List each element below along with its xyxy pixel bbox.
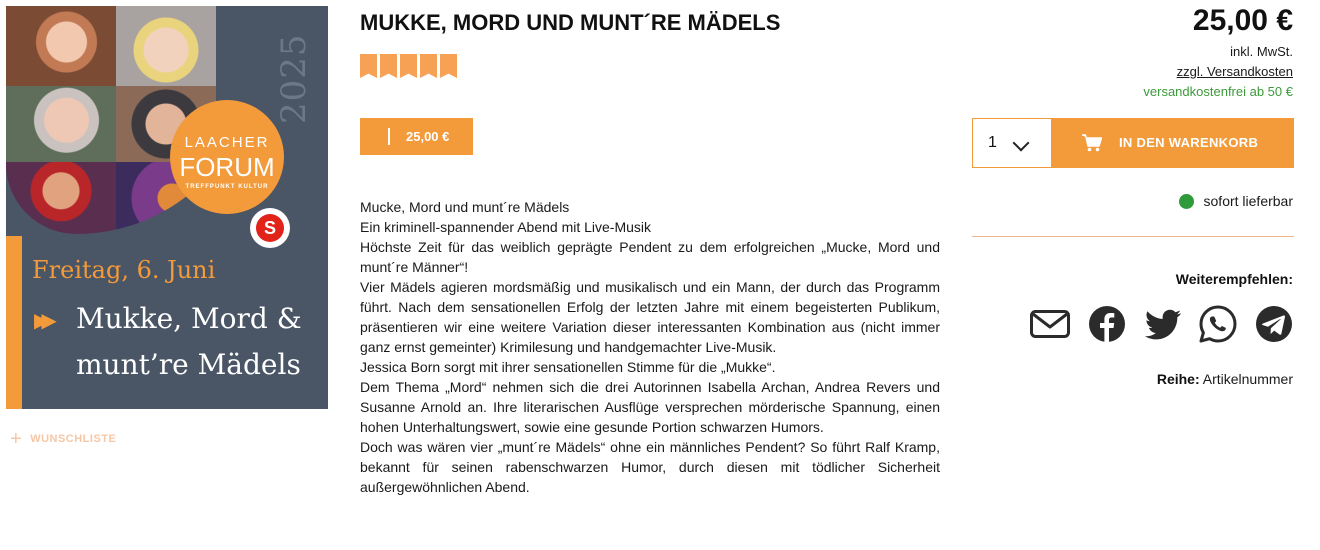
poster-photo bbox=[6, 86, 116, 162]
chevron-down-icon bbox=[1013, 135, 1030, 152]
star-icon bbox=[420, 54, 437, 78]
poster-year: 2025 bbox=[274, 33, 314, 125]
poster-photo bbox=[6, 6, 116, 86]
free-shipping-note: versandkostenfrei ab 50 € bbox=[1143, 84, 1293, 99]
logo-line: FORUM bbox=[179, 152, 275, 182]
event-poster-image[interactable] bbox=[6, 6, 328, 409]
poster-title-line: munt’re Mädels bbox=[76, 348, 301, 381]
divider bbox=[972, 236, 1294, 237]
wishlist-button[interactable] bbox=[10, 428, 117, 450]
add-to-cart-button[interactable] bbox=[1052, 118, 1294, 168]
cart-icon bbox=[1082, 134, 1102, 152]
availability-label: sofort lieferbar bbox=[1203, 193, 1293, 209]
mail-icon[interactable] bbox=[1030, 304, 1070, 344]
description-paragraph: Dem Thema „Mord“ nehmen sich die drei Autorinnen Isabella Archan, Andrea Revers und Susanne Arnold an. Ihre literarischen Ausflüge versprechen mörderische Spannung, einen hohen Unterhaltungswert, sowie eine gesunde Portion schwarzen Humors. bbox=[360, 379, 940, 435]
price-tag-value: 25,00 € bbox=[406, 129, 450, 144]
plus-icon: + bbox=[10, 428, 23, 450]
star-icon bbox=[380, 54, 397, 78]
description-paragraph: Mucke, Mord und munt´re Mädels bbox=[360, 199, 570, 215]
rating-stars bbox=[360, 54, 457, 78]
whatsapp-icon[interactable] bbox=[1198, 304, 1238, 344]
logo-line: LAACHER bbox=[184, 134, 270, 151]
add-to-cart-label: IN DEN WARENKORB bbox=[1119, 135, 1259, 150]
poster-photo bbox=[116, 6, 216, 86]
availability-status bbox=[1179, 193, 1293, 209]
series-value: Artikelnummer bbox=[1202, 371, 1293, 387]
star-icon bbox=[440, 54, 457, 78]
description-paragraph: Vier Mädels agieren mordsmäßig und musikalisch und ein Mann, der durch das Programm führt. Nach dem sensationellen Erfolg der letzten Jahre mit einem begeisterten Publikum, präsentieren wir eine weitere Variation dieser interessanten Kombination aus (nicht immer ganz ernst gemeinter) Krimilesung und handgemachter Live-Musik. bbox=[360, 279, 940, 355]
availability-dot-icon bbox=[1179, 194, 1194, 209]
price-tag-divider bbox=[388, 128, 390, 145]
poster-photo bbox=[6, 162, 116, 234]
double-arrow-icon: ▶▶ bbox=[34, 308, 49, 332]
telegram-icon[interactable] bbox=[1254, 304, 1294, 344]
description-paragraph: Jessica Born sorgt mit ihrer sensationellen Stimme für die „Mukke“. bbox=[360, 359, 776, 375]
product-description bbox=[360, 197, 940, 497]
wishlist-label: WUNSCHLISTE bbox=[30, 433, 117, 445]
description-paragraph: Doch was wären vier „munt´re Mädels“ ohne ein männliches Pendent? So führt Ralf Kramp, bekannt für seinen rabenschwarzen Humor, durch diesen mit tödlicher Sicherheit außergewöhnlichen Abend. bbox=[360, 439, 940, 495]
series-info bbox=[1157, 371, 1293, 387]
share-heading: Weiterempfehlen: bbox=[1175, 271, 1293, 287]
star-icon bbox=[360, 54, 377, 78]
laacher-forum-logo bbox=[170, 100, 284, 214]
poster-title-line: Mukke, Mord & bbox=[76, 302, 302, 335]
star-icon bbox=[400, 54, 417, 78]
shipping-costs-link[interactable]: zzgl. Versandkosten bbox=[1176, 64, 1293, 79]
price-tag bbox=[360, 118, 473, 155]
product-price: 25,00 € bbox=[1192, 4, 1293, 37]
vat-note: inkl. MwSt. bbox=[1230, 44, 1293, 59]
poster-date: Freitag, 6. Juni bbox=[32, 256, 216, 284]
sparkasse-glyph: S bbox=[256, 214, 284, 242]
quantity-select[interactable] bbox=[972, 118, 1052, 168]
poster-accent-strip bbox=[6, 236, 22, 409]
facebook-icon[interactable] bbox=[1087, 304, 1127, 344]
share-buttons bbox=[1030, 304, 1294, 344]
logo-line: TREFFPUNKT KULTUR bbox=[185, 184, 269, 190]
twitter-icon[interactable] bbox=[1143, 304, 1183, 344]
sparkasse-logo bbox=[250, 208, 290, 248]
description-paragraph: Höchste Zeit für das weiblich geprägte Pendent zu dem erfolgreichen „Mucke, Mord und munt´re Männer“! bbox=[360, 239, 940, 275]
series-label: Reihe: bbox=[1156, 371, 1200, 387]
description-paragraph: Ein kriminell-spannender Abend mit Live-Musik bbox=[360, 219, 652, 235]
quantity-value: 1 bbox=[988, 134, 997, 151]
product-title: MUKKE, MORD UND MUNT´RE MÄDELS bbox=[360, 10, 781, 35]
